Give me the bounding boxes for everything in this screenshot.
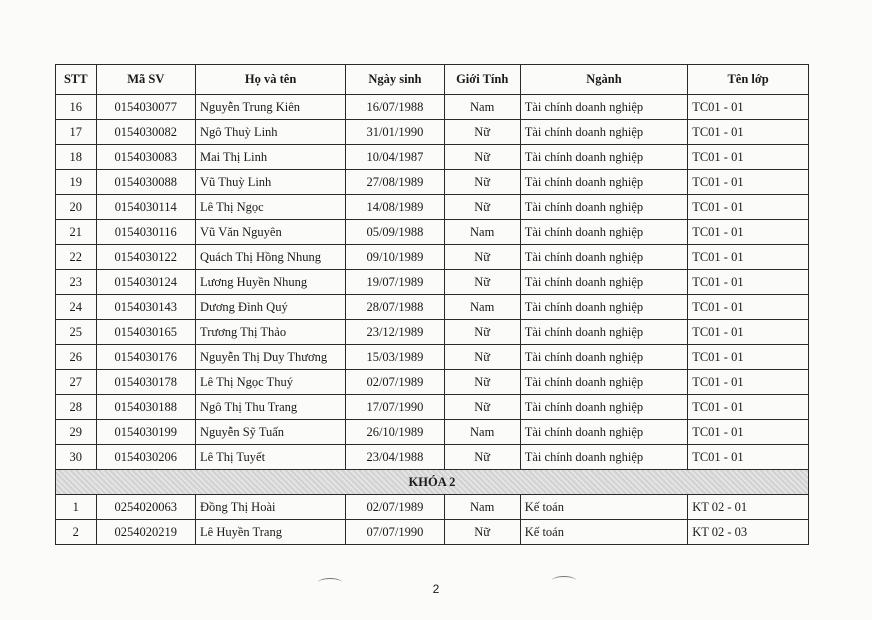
cell-full-name: Vũ Văn Nguyên bbox=[196, 220, 346, 245]
cell-stt: 21 bbox=[56, 220, 97, 245]
cell-gender: Nữ bbox=[444, 370, 520, 395]
cell-class: TC01 - 01 bbox=[688, 220, 809, 245]
table-header-row bbox=[56, 65, 809, 95]
cell-gender: Nữ bbox=[444, 120, 520, 145]
cell-major: Tài chính doanh nghiệp bbox=[520, 370, 687, 395]
cell-stt: 20 bbox=[56, 195, 97, 220]
table-row bbox=[56, 170, 809, 195]
cell-gender: Nam bbox=[444, 95, 520, 120]
cell-student-id: 0154030206 bbox=[96, 445, 195, 470]
cell-student-id: 0154030122 bbox=[96, 245, 195, 270]
cell-stt: 28 bbox=[56, 395, 97, 420]
table-row bbox=[56, 320, 809, 345]
table-row bbox=[56, 220, 809, 245]
table-row bbox=[56, 295, 809, 320]
cell-class: KT 02 - 01 bbox=[688, 495, 809, 520]
cell-student-id: 0154030188 bbox=[96, 395, 195, 420]
cell-major: Tài chính doanh nghiệp bbox=[520, 245, 687, 270]
table-row bbox=[56, 420, 809, 445]
cell-birth-date: 15/03/1989 bbox=[346, 345, 444, 370]
cell-class: TC01 - 01 bbox=[688, 170, 809, 195]
cell-birth-date: 16/07/1988 bbox=[346, 95, 444, 120]
table-row bbox=[56, 195, 809, 220]
cell-major: Kế toán bbox=[520, 495, 687, 520]
cell-stt: 26 bbox=[56, 345, 97, 370]
header-stt: STT bbox=[56, 65, 97, 95]
cell-birth-date: 02/07/1989 bbox=[346, 370, 444, 395]
cell-student-id: 0154030199 bbox=[96, 420, 195, 445]
cell-student-id: 0154030178 bbox=[96, 370, 195, 395]
cell-gender: Nam bbox=[444, 220, 520, 245]
table-row bbox=[56, 95, 809, 120]
cell-gender: Nữ bbox=[444, 520, 520, 545]
header-major: Ngành bbox=[520, 65, 687, 95]
cell-class: TC01 - 01 bbox=[688, 370, 809, 395]
cell-student-id: 0154030124 bbox=[96, 270, 195, 295]
cell-full-name: Trương Thị Thảo bbox=[196, 320, 346, 345]
cell-birth-date: 28/07/1988 bbox=[346, 295, 444, 320]
cell-major: Tài chính doanh nghiệp bbox=[520, 145, 687, 170]
cell-stt: 27 bbox=[56, 370, 97, 395]
table-body bbox=[56, 95, 809, 545]
cell-student-id: 0154030114 bbox=[96, 195, 195, 220]
cell-major: Tài chính doanh nghiệp bbox=[520, 195, 687, 220]
cell-gender: Nữ bbox=[444, 395, 520, 420]
cell-class: TC01 - 01 bbox=[688, 145, 809, 170]
table-row bbox=[56, 145, 809, 170]
cell-student-id: 0154030116 bbox=[96, 220, 195, 245]
cell-class: TC01 - 01 bbox=[688, 270, 809, 295]
cell-birth-date: 31/01/1990 bbox=[346, 120, 444, 145]
cell-stt: 25 bbox=[56, 320, 97, 345]
cell-class: TC01 - 01 bbox=[688, 345, 809, 370]
cell-class: TC01 - 01 bbox=[688, 395, 809, 420]
cell-stt: 1 bbox=[56, 495, 97, 520]
cell-stt: 22 bbox=[56, 245, 97, 270]
cell-gender: Nữ bbox=[444, 145, 520, 170]
cell-major: Tài chính doanh nghiệp bbox=[520, 320, 687, 345]
cell-gender: Nữ bbox=[444, 345, 520, 370]
cell-student-id: 0154030176 bbox=[96, 345, 195, 370]
cell-gender: Nam bbox=[444, 295, 520, 320]
table-row bbox=[56, 395, 809, 420]
cell-birth-date: 26/10/1989 bbox=[346, 420, 444, 445]
cell-birth-date: 17/07/1990 bbox=[346, 395, 444, 420]
cell-student-id: 0154030083 bbox=[96, 145, 195, 170]
cell-student-id: 0154030082 bbox=[96, 120, 195, 145]
cell-full-name: Ngô Thuỳ Linh bbox=[196, 120, 346, 145]
cell-birth-date: 07/07/1990 bbox=[346, 520, 444, 545]
cell-class: TC01 - 01 bbox=[688, 245, 809, 270]
cell-major: Tài chính doanh nghiệp bbox=[520, 420, 687, 445]
cell-stt: 23 bbox=[56, 270, 97, 295]
cell-student-id: 0154030143 bbox=[96, 295, 195, 320]
cell-class: TC01 - 01 bbox=[688, 195, 809, 220]
section-label: KHÓA 2 bbox=[56, 470, 809, 495]
table-row bbox=[56, 445, 809, 470]
cell-stt: 17 bbox=[56, 120, 97, 145]
cell-full-name: Mai Thị Linh bbox=[196, 145, 346, 170]
cell-full-name: Lê Thị Ngọc bbox=[196, 195, 346, 220]
cell-birth-date: 02/07/1989 bbox=[346, 495, 444, 520]
cell-full-name: Vũ Thuỳ Linh bbox=[196, 170, 346, 195]
cell-major: Tài chính doanh nghiệp bbox=[520, 170, 687, 195]
cell-student-id: 0154030077 bbox=[96, 95, 195, 120]
cell-full-name: Dương Đình Quý bbox=[196, 295, 346, 320]
table-row bbox=[56, 370, 809, 395]
cell-class: TC01 - 01 bbox=[688, 320, 809, 345]
cell-student-id: 0154030088 bbox=[96, 170, 195, 195]
table-row bbox=[56, 495, 809, 520]
header-gender: Giới Tính bbox=[444, 65, 520, 95]
section-row bbox=[56, 470, 809, 495]
header-class: Tên lớp bbox=[688, 65, 809, 95]
cell-full-name: Nguyễn Thị Duy Thương bbox=[196, 345, 346, 370]
cell-stt: 18 bbox=[56, 145, 97, 170]
cell-stt: 2 bbox=[56, 520, 97, 545]
header-student-id: Mã SV bbox=[96, 65, 195, 95]
table-row bbox=[56, 270, 809, 295]
cell-class: TC01 - 01 bbox=[688, 295, 809, 320]
table-row bbox=[56, 520, 809, 545]
cell-class: KT 02 - 03 bbox=[688, 520, 809, 545]
cell-gender: Nam bbox=[444, 495, 520, 520]
cell-birth-date: 23/04/1988 bbox=[346, 445, 444, 470]
cell-major: Tài chính doanh nghiệp bbox=[520, 295, 687, 320]
cell-student-id: 0154030165 bbox=[96, 320, 195, 345]
cell-stt: 29 bbox=[56, 420, 97, 445]
cell-birth-date: 14/08/1989 bbox=[346, 195, 444, 220]
cell-stt: 30 bbox=[56, 445, 97, 470]
cell-student-id: 0254020063 bbox=[96, 495, 195, 520]
cell-gender: Nữ bbox=[444, 445, 520, 470]
cell-full-name: Đồng Thị Hoài bbox=[196, 495, 346, 520]
cell-stt: 19 bbox=[56, 170, 97, 195]
cell-gender: Nữ bbox=[444, 195, 520, 220]
cell-full-name: Lương Huyền Nhung bbox=[196, 270, 346, 295]
cell-major: Tài chính doanh nghiệp bbox=[520, 120, 687, 145]
cell-major: Tài chính doanh nghiệp bbox=[520, 395, 687, 420]
cell-gender: Nữ bbox=[444, 320, 520, 345]
cell-major: Tài chính doanh nghiệp bbox=[520, 345, 687, 370]
cell-full-name: Lê Thị Tuyết bbox=[196, 445, 346, 470]
cell-major: Tài chính doanh nghiệp bbox=[520, 95, 687, 120]
cell-gender: Nam bbox=[444, 420, 520, 445]
cell-class: TC01 - 01 bbox=[688, 120, 809, 145]
cell-gender: Nữ bbox=[444, 270, 520, 295]
table-row bbox=[56, 120, 809, 145]
cell-major: Kế toán bbox=[520, 520, 687, 545]
cell-major: Tài chính doanh nghiệp bbox=[520, 270, 687, 295]
cell-stt: 24 bbox=[56, 295, 97, 320]
header-full-name: Họ và tên bbox=[196, 65, 346, 95]
cell-full-name: Quách Thị Hồng Nhung bbox=[196, 245, 346, 270]
cell-major: Tài chính doanh nghiệp bbox=[520, 445, 687, 470]
cell-birth-date: 19/07/1989 bbox=[346, 270, 444, 295]
cell-stt: 16 bbox=[56, 95, 97, 120]
page-number: 2 bbox=[432, 582, 440, 596]
student-table bbox=[55, 64, 809, 545]
cell-gender: Nữ bbox=[444, 170, 520, 195]
cell-class: TC01 - 01 bbox=[688, 95, 809, 120]
cell-class: TC01 - 01 bbox=[688, 445, 809, 470]
table-row bbox=[56, 245, 809, 270]
cell-major: Tài chính doanh nghiệp bbox=[520, 220, 687, 245]
cell-full-name: Lê Thị Ngọc Thuý bbox=[196, 370, 346, 395]
cell-birth-date: 27/08/1989 bbox=[346, 170, 444, 195]
cell-birth-date: 10/04/1987 bbox=[346, 145, 444, 170]
cell-full-name: Lê Huyền Trang bbox=[196, 520, 346, 545]
table-row bbox=[56, 345, 809, 370]
cell-birth-date: 23/12/1989 bbox=[346, 320, 444, 345]
cell-student-id: 0254020219 bbox=[96, 520, 195, 545]
cell-class: TC01 - 01 bbox=[688, 420, 809, 445]
cell-gender: Nữ bbox=[444, 245, 520, 270]
header-birth-date: Ngày sinh bbox=[346, 65, 444, 95]
cell-full-name: Nguyễn Trung Kiên bbox=[196, 95, 346, 120]
cell-birth-date: 09/10/1989 bbox=[346, 245, 444, 270]
cell-birth-date: 05/09/1988 bbox=[346, 220, 444, 245]
cell-full-name: Nguyễn Sỹ Tuấn bbox=[196, 420, 346, 445]
cell-full-name: Ngô Thị Thu Trang bbox=[196, 395, 346, 420]
